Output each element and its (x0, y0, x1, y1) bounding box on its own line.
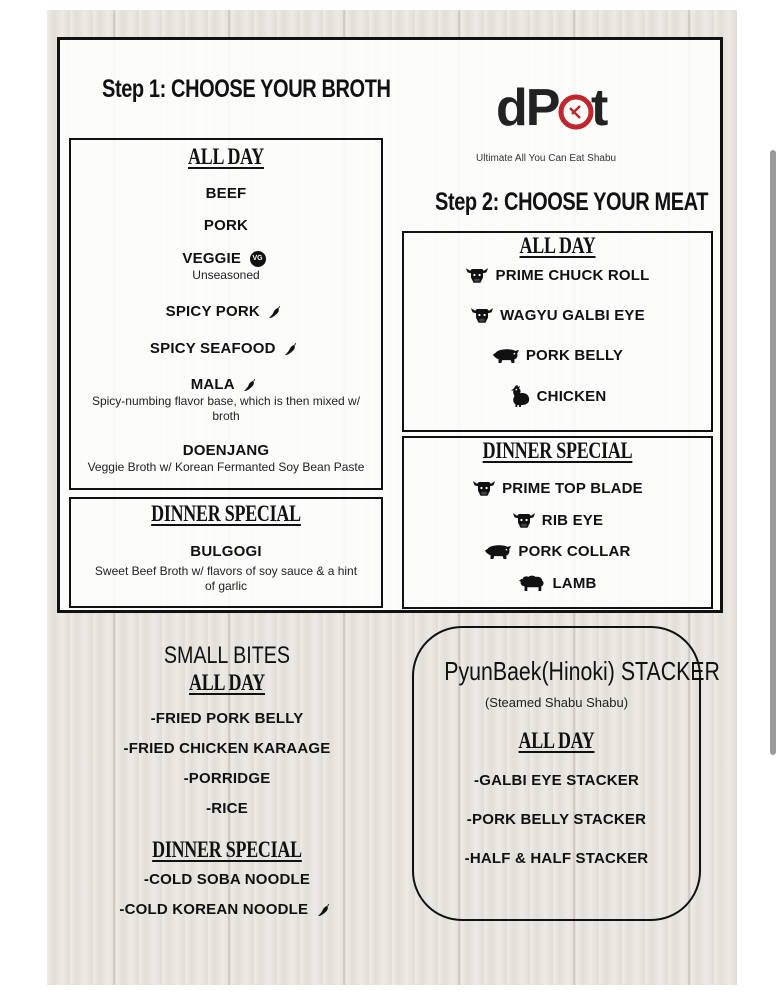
stacker-item: -HALF & HALF STACKER (464, 850, 649, 867)
broth-meat-frame (57, 37, 723, 613)
stacker-box (412, 626, 720, 921)
vegan-badge-icon: VG (250, 251, 266, 267)
meat-prime-chuck-roll: PRIME CHUCK ROLL (495, 266, 650, 284)
meat-prime-top-blade: PRIME TOP BLADE (502, 479, 643, 497)
small-bite-item: -RICE (206, 800, 248, 817)
stacker-subtitle: (Steamed Shabu Shabu) (484, 695, 629, 710)
meat-row (404, 478, 711, 498)
broth-bulgogi-row (71, 543, 381, 594)
logo-tagline: Ultimate All You Can Eat Shabu (476, 153, 617, 164)
stacker-item: -GALBI EYE STACKER (474, 772, 639, 789)
chili-icon (317, 903, 331, 917)
broth-bulgogi-desc: Sweet Beef Broth w/ flavors of soy sauce & a hint of garlic (94, 564, 358, 593)
broth-veggie-desc: Unseasoned (192, 268, 260, 282)
scrollbar[interactable] (770, 150, 776, 755)
meat-dinner-heading: DINNER SPECIAL (482, 438, 633, 463)
meat-lamb: LAMB (552, 575, 597, 592)
meat-dinner-box (402, 436, 713, 609)
small-bites-section (97, 642, 357, 919)
broth-veggie-row (71, 250, 381, 283)
broth-all-day-box (69, 138, 383, 490)
broth-all-day-heading: ALL DAY (188, 144, 264, 169)
meat-all-day-box (402, 231, 713, 432)
broth-dinner-box (69, 497, 383, 608)
chili-icon (268, 305, 282, 319)
step2-title: Step 2: CHOOSE YOUR MEAT (435, 188, 709, 216)
logo-text-t: t (591, 79, 607, 137)
chili-icon (284, 342, 298, 356)
stacker-heading: ALL DAY (518, 728, 595, 753)
meat-row (404, 543, 711, 560)
step1-title: Step 1: CHOOSE YOUR BROTH (102, 75, 391, 103)
meat-all-day-heading: ALL DAY (519, 233, 596, 258)
broth-pork: PORK (203, 217, 249, 234)
small-bite-item: -COLD KOREAN NOODLE (119, 901, 309, 918)
meat-pork-collar: PORK COLLAR (518, 543, 631, 560)
broth-spicy-seafood-row (71, 340, 381, 358)
broth-doenjang: DOENJANG (182, 442, 270, 459)
logo-text: dP (496, 79, 559, 137)
chili-icon (243, 378, 257, 392)
broth-veggie: VEGGIE (182, 250, 242, 267)
broth-mala-row (71, 376, 381, 424)
meat-row (404, 347, 711, 364)
logo-pot-icon (558, 94, 594, 130)
chicken-icon (509, 384, 531, 408)
broth-doenjang-row (71, 442, 381, 475)
cow-icon (465, 265, 489, 285)
pig-icon (492, 347, 520, 364)
broth-spicy-pork: SPICY PORK (165, 303, 260, 320)
meat-row (404, 510, 711, 530)
broth-bulgogi: BULGOGI (190, 543, 262, 560)
sheep-icon (518, 574, 546, 593)
meat-rib-eye: RIB EYE (541, 511, 604, 529)
menu-board (47, 10, 737, 985)
logo (476, 79, 630, 164)
stacker-title: PyunBaek(Hinoki) STACKER (444, 656, 720, 686)
cow-icon (472, 478, 496, 498)
broth-spicy-pork-row (71, 303, 381, 321)
small-bite-item-row (97, 901, 357, 919)
small-bite-item: -COLD SOBA NOODLE (143, 871, 311, 888)
meat-chicken: CHICKEN (536, 387, 607, 405)
small-bites-dinner-heading: DINNER SPECIAL (152, 837, 302, 862)
meat-row (404, 574, 711, 593)
broth-spicy-seafood: SPICY SEAFOOD (149, 340, 276, 357)
meat-row (404, 384, 711, 408)
cow-icon (470, 305, 494, 325)
meat-row (404, 265, 711, 285)
cow-icon (512, 510, 536, 530)
broth-dinner-heading: DINNER SPECIAL (151, 501, 301, 526)
small-bite-item: -FRIED PORK BELLY (150, 710, 304, 727)
pig-icon (484, 543, 512, 560)
broth-beef: BEEF (205, 185, 247, 202)
broth-doenjang-desc: Veggie Broth w/ Korean Fermanted Soy Bean Paste (87, 460, 365, 474)
broth-mala-desc: Spicy-numbing flavor base, which is then mixed w/ broth (91, 394, 361, 423)
meat-pork-belly: PORK BELLY (525, 347, 624, 364)
small-bite-item: -FRIED CHICKEN KARAAGE (123, 740, 331, 757)
small-bites-all-day-heading: ALL DAY (189, 670, 265, 695)
stacker-item: -PORK BELLY STACKER (466, 811, 647, 828)
meat-row (404, 305, 711, 325)
small-bite-item: -PORRIDGE (183, 770, 271, 787)
meat-wagyu-galbi-eye: WAGYU GALBI EYE (500, 306, 645, 324)
broth-mala: MALA (190, 376, 235, 393)
small-bites-title: SMALL BITES (163, 642, 291, 669)
